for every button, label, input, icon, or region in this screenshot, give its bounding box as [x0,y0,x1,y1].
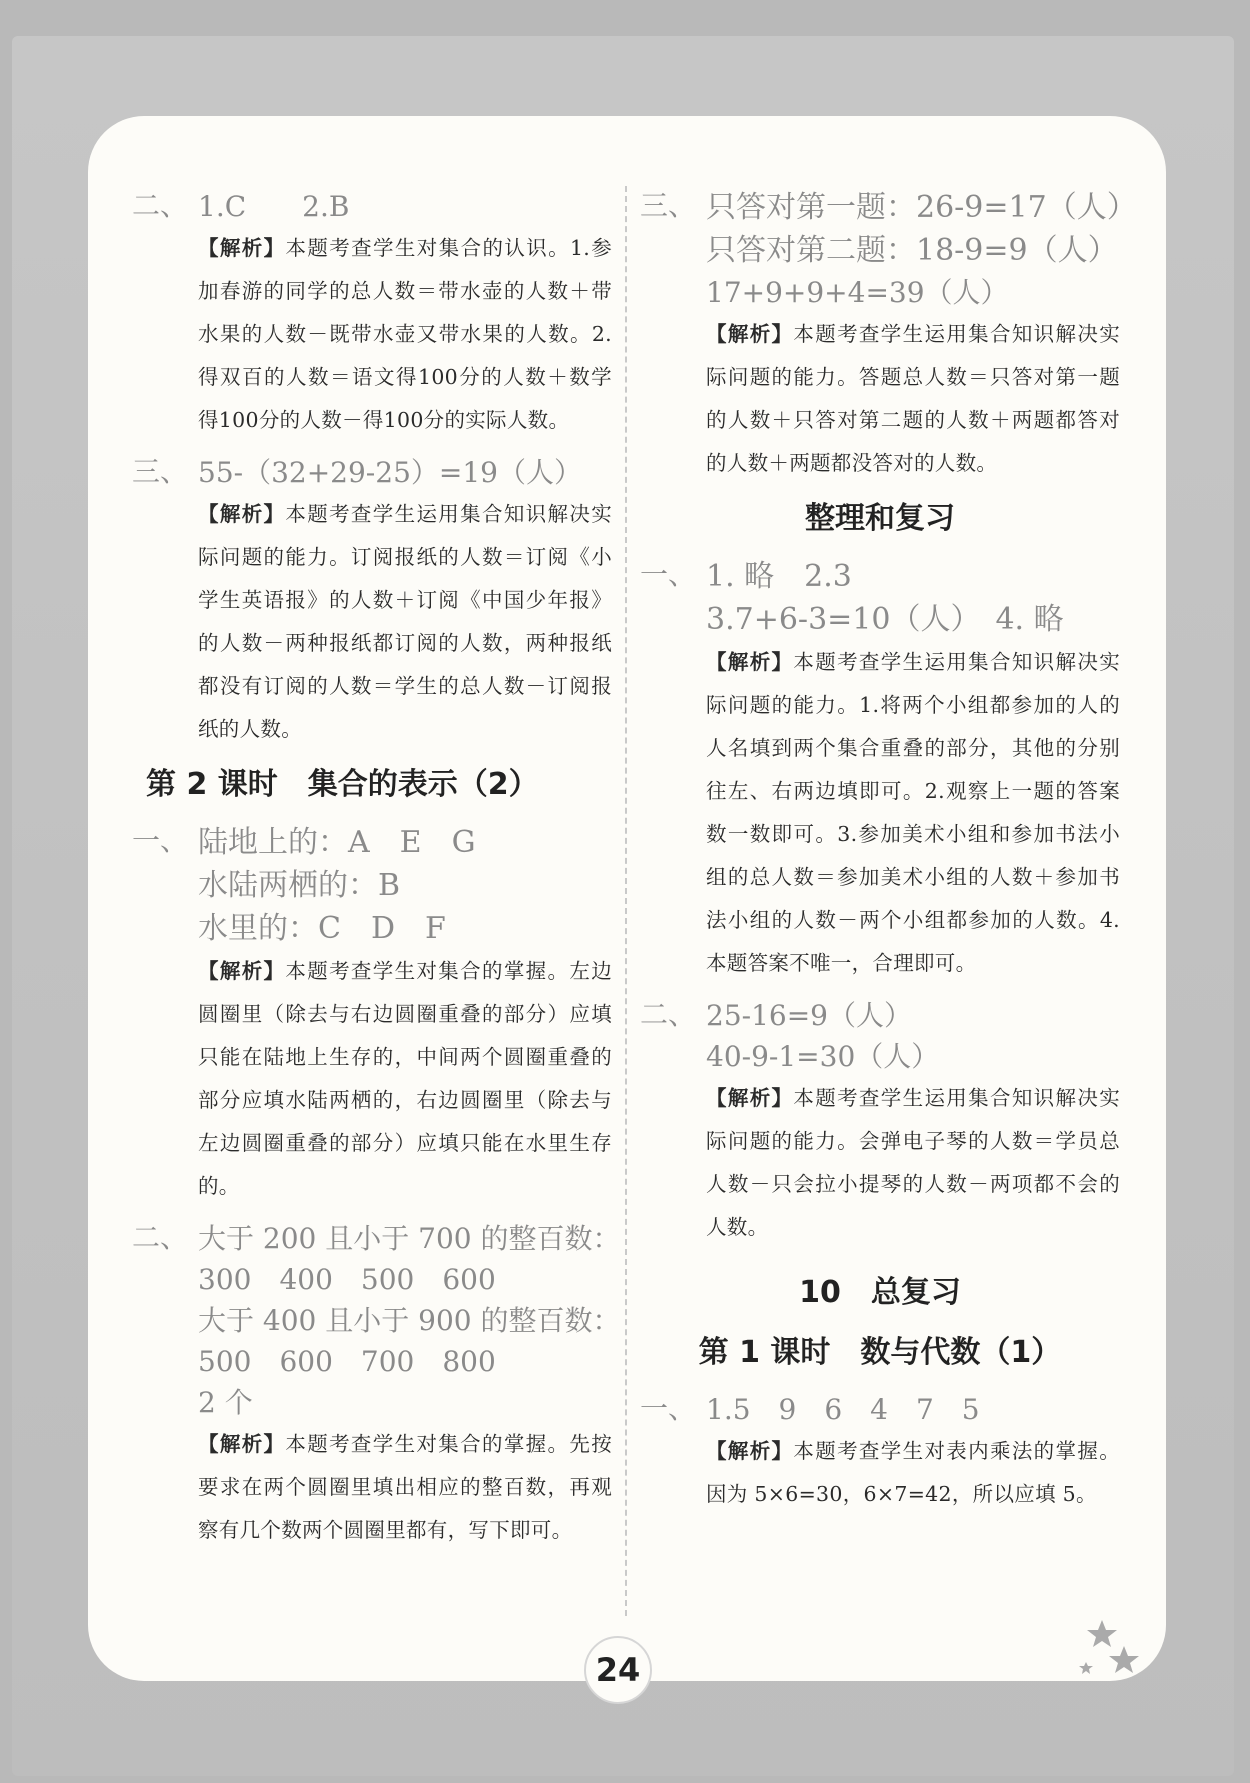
column-divider [625,186,627,1616]
explanation [198,227,612,442]
analysis-tag: 【解析】 [198,236,286,260]
question-number: 一、 [640,558,697,591]
explanation [706,1077,1120,1249]
answer-line: 水陆两栖的：B [198,868,401,903]
answer-line: 1.C 2.B [198,190,350,223]
right-question-3 [640,186,1137,313]
page-number: 24 [584,1636,652,1704]
answer-line: 2 个 [198,1386,253,1419]
answer-line: 25-16=9（人） [706,999,912,1032]
answer-line: 3.7+6-3=10（人） 4. 略 [706,602,1064,637]
analysis-tag: 【解析】 [198,1432,286,1456]
explanation-text: 本题考查学生运用集合知识解决实际问题的能力。会弹电子琴的人数＝学员总人数－只会拉小提琴的人数－两项都不会的人数。 [706,1086,1121,1239]
explanation [198,950,612,1208]
explanation [198,1423,612,1552]
left-column [132,186,621,1552]
section-heading: 整理和复习 [805,501,955,536]
right-question-1b [640,1389,1120,1430]
right-explanation-4 [640,1430,1120,1516]
answer-line: 1.5 9 6 4 7 5 [706,1393,980,1426]
right-explanation-2 [640,641,1120,985]
question-number: 二、 [132,189,189,222]
right-column [640,186,1137,1516]
star-icon [1072,1616,1142,1686]
left-question-3 [132,452,612,493]
analysis-tag: 【解析】 [706,1439,794,1463]
left-explanation-3 [132,950,612,1208]
left-question-2b [132,1218,621,1423]
explanation [706,1430,1120,1516]
answer-line: 300 400 500 600 [198,1263,496,1296]
chapter-heading: 10 总复习 [799,1275,961,1310]
left-explanation-1 [132,227,612,442]
left-question-1b [132,821,612,950]
analysis-tag: 【解析】 [706,650,794,674]
analysis-tag: 【解析】 [706,322,794,346]
question-number: 一、 [640,1392,697,1425]
right-explanation-3 [640,1077,1120,1249]
question-number: 二、 [132,1221,189,1254]
explanation-text: 本题考查学生运用集合知识解决实际问题的能力。1.将两个小组都参加的人的人名填到两个集合重叠的部分，其他的分别往左、右两边填即可。2.观察上一题的答案数一数即可。3.参加美术小组和参加书法小组的总人数＝参加美术小组的人数＋参加书法小组的人数－两个小组都参加的人数。4.本题答案不唯一，合理即可。 [706,650,1121,975]
answer-line: 水里的：C D F [198,911,446,946]
answer-line: 只答对第一题：26-9=17（人） [706,190,1137,225]
answer-line: 只答对第二题：18-9=9（人） [706,233,1118,268]
explanation [706,641,1120,985]
answer-line: 陆地上的：A E G [198,825,476,860]
question-number: 二、 [640,998,697,1031]
analysis-tag: 【解析】 [198,959,286,983]
section-heading: 第 1 课时 数与代数（1） [698,1335,1062,1370]
explanation-text: 本题考查学生对表内乘法的掌握。因为 5×6=30，6×7=42，所以应填 5。 [706,1439,1121,1506]
explanation-text: 本题考查学生运用集合知识解决实际问题的能力。订阅报纸的人数＝订阅《小学生英语报》的人数＋订阅《中国少年报》的人数－两种报纸都订阅的人数，两种报纸都没有订阅的人数＝学生的总人数－订阅报纸的人数。 [198,502,613,741]
explanation-text: 本题考查学生对集合的掌握。左边圆圈里（除去与右边圆圈重叠的部分）应填只能在陆地上生存的，中间两个圆圈重叠的部分应填水陆两栖的，右边圆圈里（除去与左边圆圈重叠的部分）应填只能在水里生存的。 [198,959,613,1198]
question-number: 三、 [640,189,697,222]
left-explanation-4 [132,1423,612,1552]
explanation-text: 本题考查学生对集合的掌握。先按要求在两个圆圈里填出相应的整百数，再观察有几个数两个圆圈里都有，写下即可。 [198,1432,613,1542]
answer-line: 大于 400 且小于 900 的整百数： [198,1304,621,1337]
left-explanation-2 [132,493,612,751]
answer-line: 17+9+9+4=39（人） [706,276,1009,309]
analysis-tag: 【解析】 [198,502,286,526]
section-heading: 第 2 课时 集合的表示（2） [146,767,539,802]
answer-line: 大于 200 且小于 700 的整百数： [198,1222,621,1255]
answer-line: 500 600 700 800 [198,1345,496,1378]
explanation [706,313,1120,485]
question-number: 三、 [132,455,189,488]
answer-line: 40-9-1=30（人） [706,1040,940,1073]
answer-line: 1. 略 2.3 [706,559,852,594]
analysis-tag: 【解析】 [706,1086,794,1110]
answer-line: 55-（32+29-25）=19（人） [198,456,582,489]
explanation-text: 本题考查学生运用集合知识解决实际问题的能力。答题总人数＝只答对第一题的人数＋只答对第二题的人数＋两题都答对的人数＋两题都没答对的人数。 [706,322,1121,475]
explanation [198,493,612,751]
right-explanation-1 [640,313,1120,485]
question-number: 一、 [132,824,189,857]
right-question-2 [640,995,1120,1077]
left-question-2 [132,186,612,227]
explanation-text: 本题考查学生对集合的认识。1.参加春游的同学的总人数＝带水壶的人数＋带水果的人数－既带水壶又带水果的人数。2.得双百的人数＝语文得100分的人数＋数学得100分的人数－得100分的实际人数。 [198,236,613,432]
right-question-1 [640,555,1120,641]
